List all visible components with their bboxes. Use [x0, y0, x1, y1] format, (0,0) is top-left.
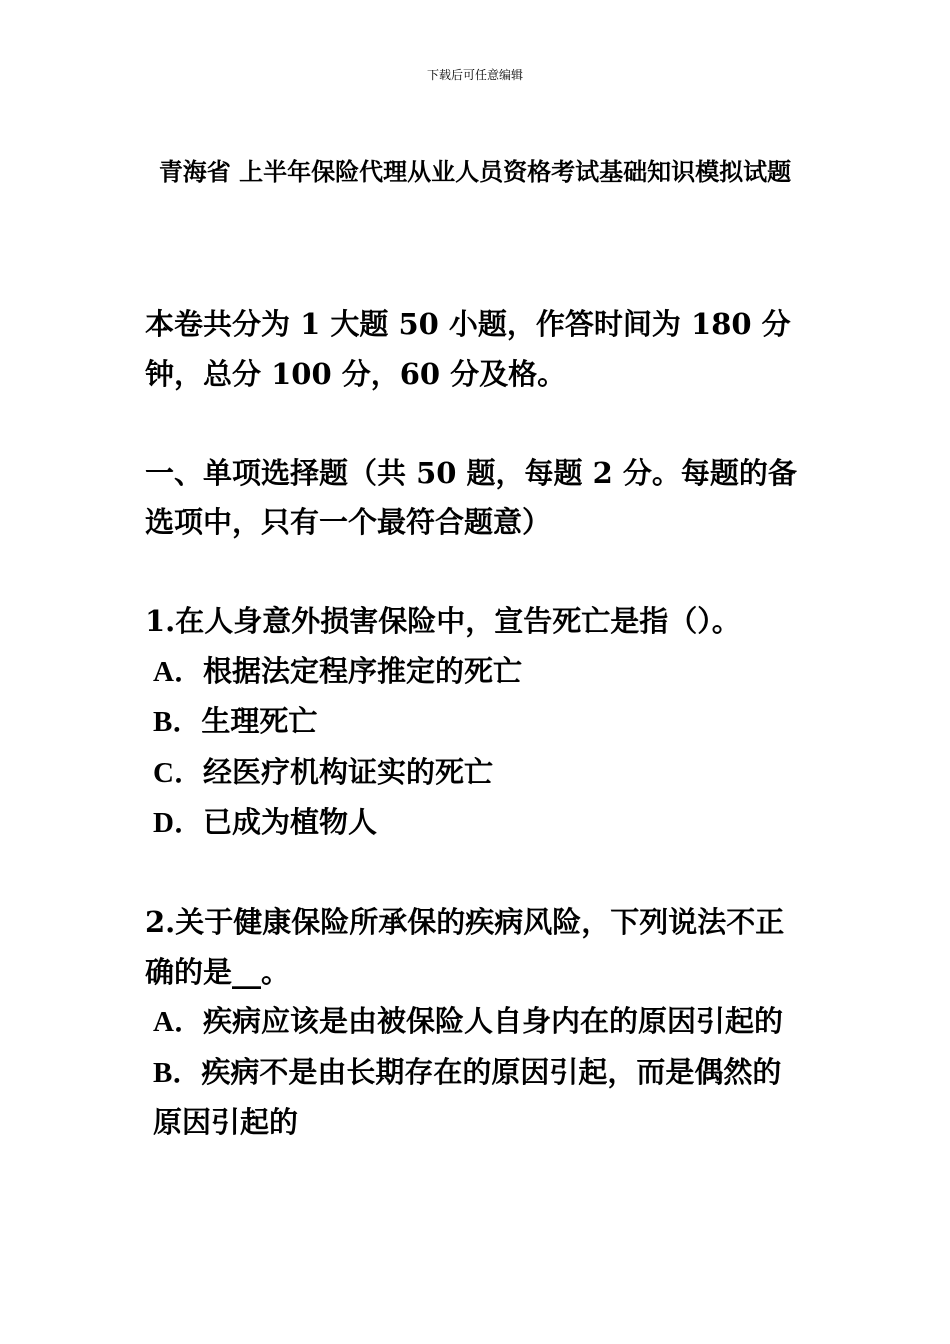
option-letter: C．	[153, 756, 203, 789]
header-note: 下载后可任意编辑	[426, 68, 523, 82]
option-text: 疾病应该是由被保险人自身内在的原因引起的	[202, 1004, 783, 1038]
option-d	[145, 798, 810, 849]
section-heading: 一、单项选择题（共 50 题，每题 2 分。每题的备选项中，只有一个最符合题意）	[145, 455, 797, 539]
question-2	[145, 898, 810, 1148]
question-stem: 1.在人身意外损害保险中，宣告死亡是指（）。	[145, 604, 741, 638]
document-body	[145, 300, 810, 1148]
option-c	[145, 748, 810, 799]
option-letter: B．	[153, 1056, 202, 1089]
option-text: 根据法定程序推定的死亡	[202, 653, 522, 688]
option-b	[145, 1048, 810, 1148]
option-a	[145, 997, 810, 1048]
exam-intro: 本卷共分为 1 大题 50 小题，作答时间为 180 分钟，总分 100 分，60 分及格。	[145, 307, 791, 391]
question-stem: 2.关于健康保险所承保的疾病风险，下列说法不正确的是__。	[145, 905, 785, 989]
question-1	[145, 597, 810, 849]
option-letter: B．	[153, 706, 202, 738]
option-text: 生理死亡	[201, 704, 318, 738]
option-a	[145, 647, 810, 698]
option-text: 已成为植物人	[202, 805, 377, 839]
option-letter: A．	[153, 655, 203, 688]
option-b	[145, 697, 810, 748]
option-letter: D．	[153, 807, 203, 839]
option-letter: A．	[153, 1006, 203, 1038]
option-text: 经医疗机构证实的死亡	[202, 754, 493, 789]
document-title: 青海省 上半年保险代理从业人员资格考试基础知识模拟试题	[158, 157, 792, 186]
option-text: 疾病不是由长期存在的原因引起，而是偶然的原因引起的	[153, 1054, 782, 1139]
